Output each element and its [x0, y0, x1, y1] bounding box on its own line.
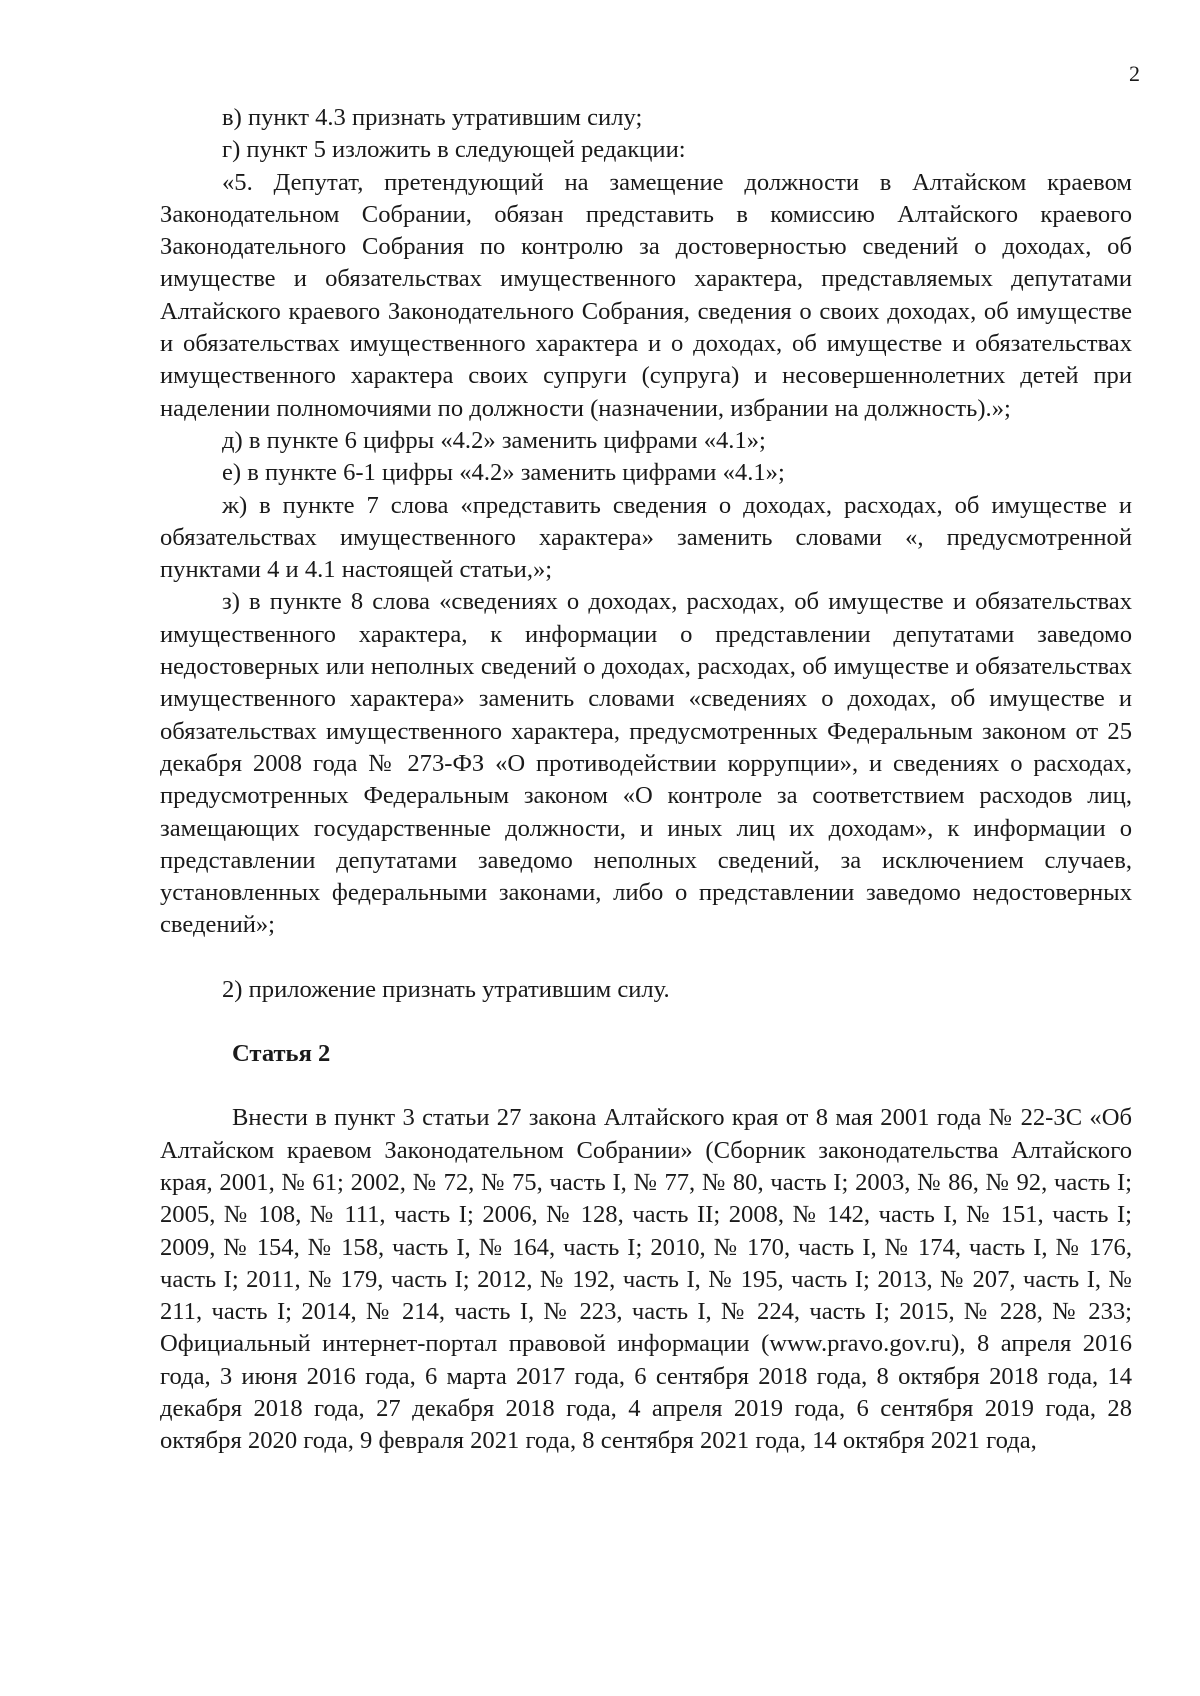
article-2-heading: Статья 2: [232, 1040, 331, 1068]
amendment-item-v: в) пункт 4.3 признать утратившим силу;: [222, 104, 643, 131]
amendment-item-e: е) в пункте 6-1 цифры «4.2» заменить цифрами «4.1»;: [222, 459, 785, 487]
amendment-item-2: 2) приложение признать утратившим силу.: [222, 975, 670, 1003]
amendment-item-g: г) пункт 5 изложить в следующей редакции:: [222, 136, 686, 164]
amendment-item-d: д) в пункте 6 цифры «4.2» заменить цифрами «4.1»;: [222, 426, 766, 454]
article-2-text: Внести в пункт 3 статьи 27 закона Алтайского края от 8 мая 2001 года № 22-ЗС «Об Алтайском краевом Законодательном Собрании» (Сборник законодательства Алтайского края, 2001, № 61; 2002, № 72, № 75, часть I, № 77, № 80, часть I; 2003, № 86, № 92, часть I; 2005, № 108, № 111, часть I; 2006, № 128, часть II; 2008, № 142, часть I, № 151, часть I; 2009, № 154, № 158, часть I, № 164, часть I; 2010, № 170, часть I, № 174, часть I, № 176, часть I; 2011, № 179, часть I; 2012, № 192, часть I, № 195, часть I; 2013, № 207, часть I, № 211, часть I; 2014, № 214, часть I, № 223, часть I, № 224, часть I; 2015, № 228, № 233; Официальный интернет-портал правовой информации (www.pravo.gov.ru), 8 апреля 2016 года, 3 июня 2016 года, 6 марта 2017 года, 6 сентября 2018 года, 8 октября 2018 года, 14 декабря 2018 года, 27 декабря 2018 года, 4 апреля 2019 года, 6 сентября 2019 года, 28 октября 2020 года, 9 февраля 2021 года, 8 сентября 2021 года, 14 октября 2021 года,: [160, 1104, 1132, 1455]
amendment-item-z: з) в пункте 8 слова «сведениях о доходах, расходах, об имуществе и обязательствах имущественного характера, к информации о представлении депутатами заведомо недостоверных или неполных сведений о доходах, расходах, об имуществе и обязательствах имущественного характера» заменить словами «сведениях о доходах, об имуществе и обязательствах имущественного характера, предусмотренных Федеральным законом от 25 декабря 2008 года № 273-ФЗ «О противодействии коррупции», и сведениях о расходах, предусмотренных Федеральным законом «О контроле за соответствием расходов лиц, замещающих государственные должности, и иных лиц их доходам», к информации о представлении депутатами заведомо неполных сведений, за исключением случаев, установленных федеральными законами, либо о представлении заведомо недостоверных сведений»;: [160, 588, 1132, 939]
amendment-item-zh: ж) в пункте 7 слова «представить сведения о доходах, расходах, об имуществе и обязательствах имущественного характера» заменить словами «, предусмотренной пунктами 4 и 4.1 настоящей статьи,»;: [160, 491, 1132, 584]
document-body: [160, 102, 1132, 1458]
page-number: 2: [1129, 61, 1140, 86]
amendment-item-5-text: «5. Депутат, претендующий на замещение должности в Алтайском краевом Законодательном Собрании, обязан представить в комиссию Алтайского краевого Законодательного Собрания по контролю за достоверностью сведений о доходах, об имуществе и обязательствах имущественного характера, представляемых депутатами Алтайского краевого Законодательного Собрания, сведения о своих доходах, об имуществе и обязательствах имущественного характера и о доходах, об имуществе и обязательствах имущественного характера своих супруги (супруга) и несовершеннолетних детей при наделении полномочиями по должности (назначении, избрании на должность).»;: [160, 168, 1132, 422]
